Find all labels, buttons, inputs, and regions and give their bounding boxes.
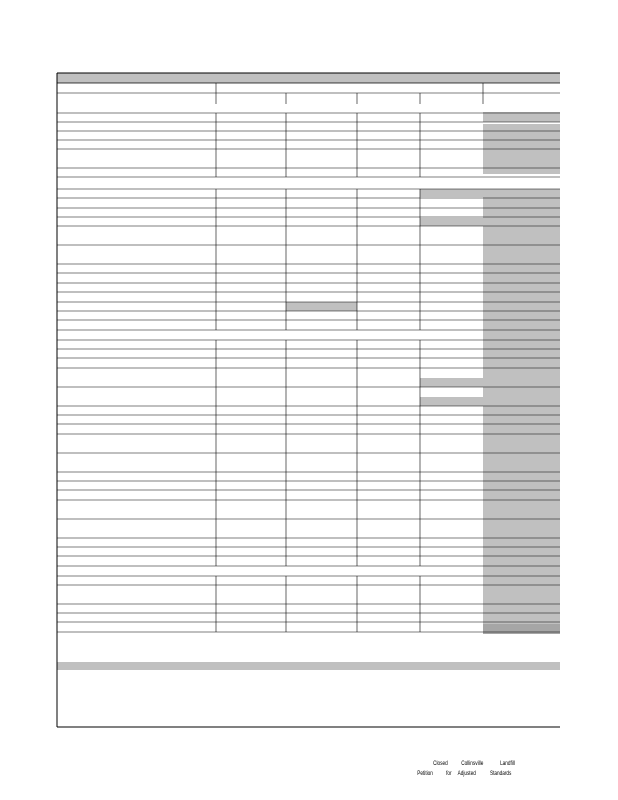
footer-word: Petition xyxy=(417,770,433,777)
shaded-cell xyxy=(483,112,560,122)
shaded-cell xyxy=(483,340,560,356)
header-bar xyxy=(57,73,560,83)
shaded-cell xyxy=(420,397,483,406)
footer-word: Adjusted xyxy=(457,770,476,777)
footer-word: Closed xyxy=(433,760,448,767)
section-band xyxy=(57,662,560,670)
shaded-cell xyxy=(483,189,560,340)
footer-word: Collinsville xyxy=(461,760,484,767)
shaded-cell xyxy=(286,302,357,311)
footer-word: Landfill xyxy=(500,760,515,767)
shaded-cell xyxy=(420,218,483,226)
shaded-cell xyxy=(483,624,560,634)
page-footer xyxy=(400,760,515,784)
footer-word: Standards xyxy=(490,770,512,777)
shaded-cell xyxy=(483,356,560,578)
shaded-cell xyxy=(420,378,483,387)
footer-word: for xyxy=(446,770,452,777)
shaded-cell xyxy=(420,189,483,197)
